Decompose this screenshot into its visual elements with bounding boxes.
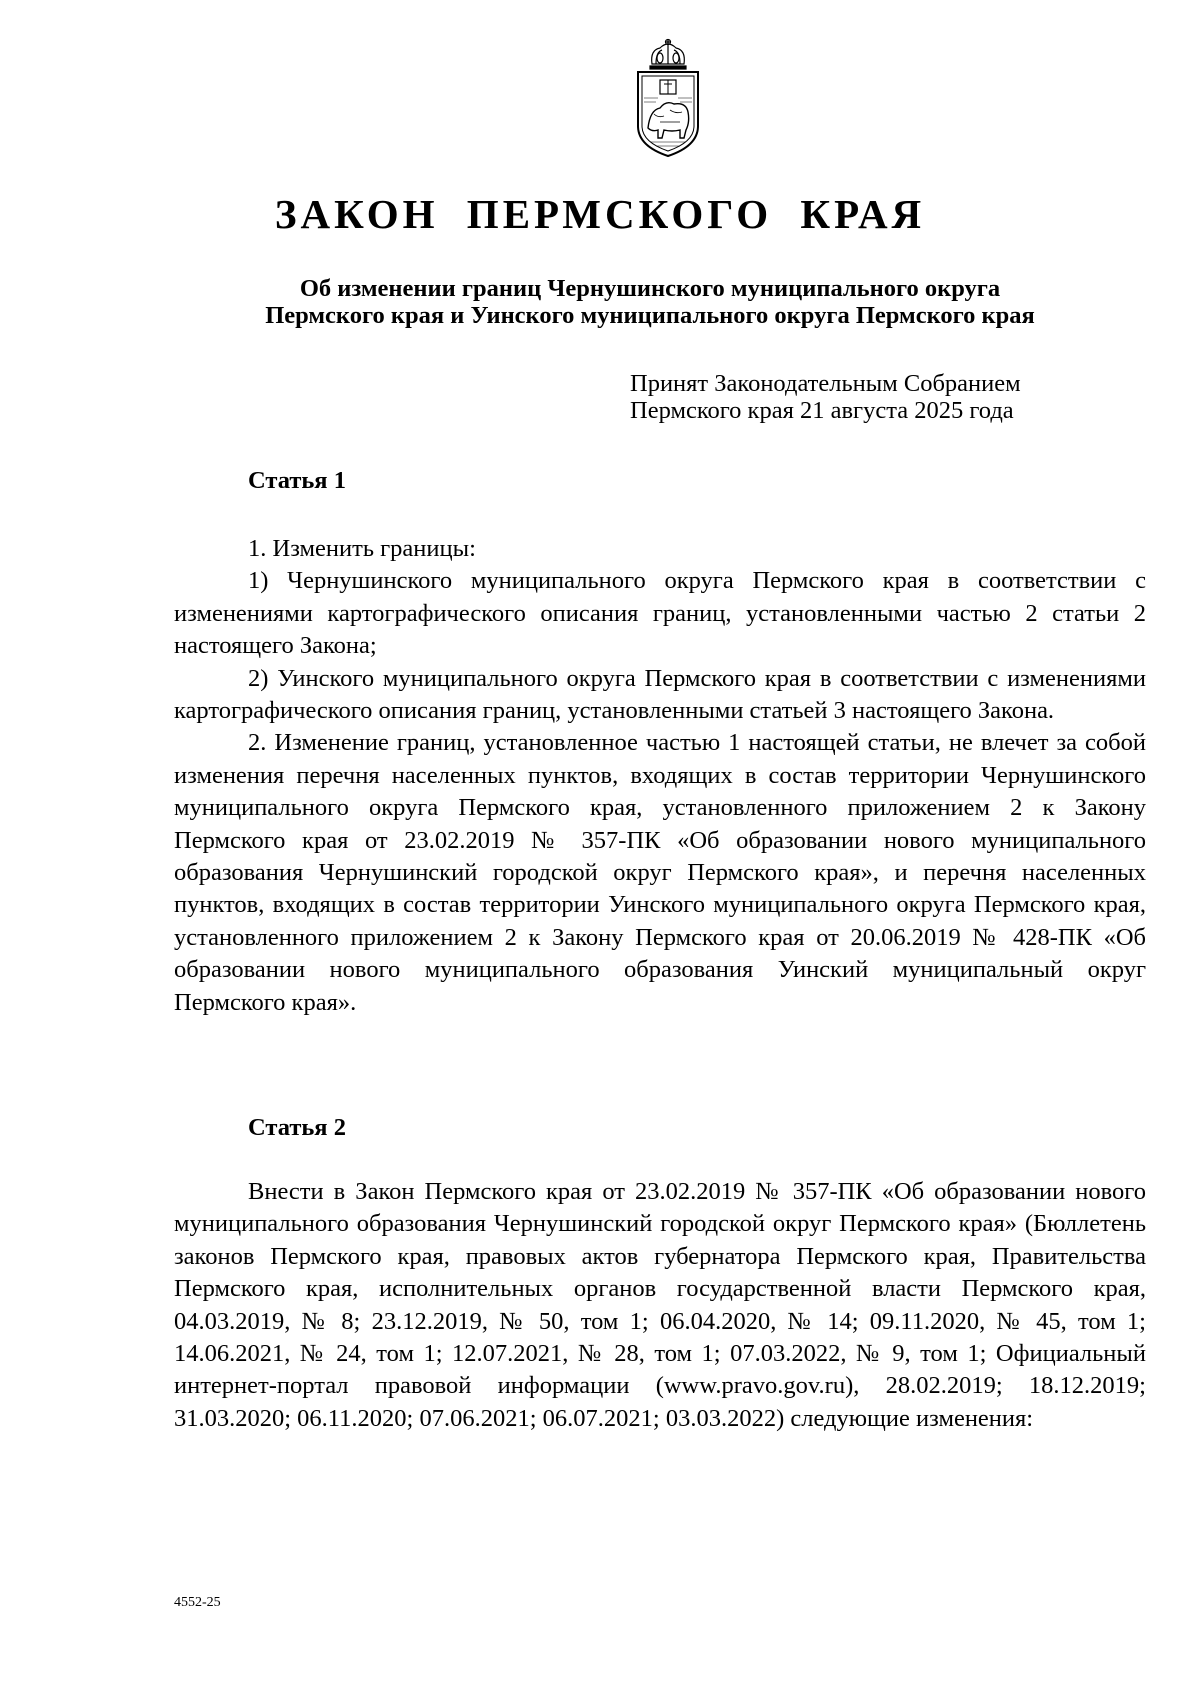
article-paragraph: 2. Изменение границ, установленное частью 1 настоящей статьи, не влечет за собой изменения перечня населенных пунктов, входящих в состав территории Чернушинского муниципального округа Пермского края, установленного приложением 2 к Закону Пермского края от 23.02.2019 № 357-ПК «Об образовании нового муниципального образования Чернушинский городской округ Пермского края», и перечня населенных пунктов, входящих в состав территории Уинского муниципального округа Пермского края, установленного приложением 2 к Закону Пермского края от 20.06.2019 № 428-ПК «Об образовании нового муниципального образования Уинский муниципальный округ Пермского края». [174,729,1146,1016]
article-1-body [174,533,1146,1019]
law-subtitle-line: Пермского края и Уинского муниципального округа Пермского края [265,302,1035,329]
article-paragraph: 1) Чернушинского муниципального округа Пермского края в соответствии с изменениями картографического описания границ, установленными частью 2 статьи 2 настоящего Закона; [174,567,1146,660]
law-subtitle [190,275,1110,329]
law-subtitle-line: Об изменении границ Чернушинского муниципального округа [299,275,1001,302]
article-2-body [174,1176,1146,1435]
adoption-note-line: Принят Законодательным Собранием [630,370,1021,397]
document-type-title: ЗАКОН ПЕРМСКОГО КРАЯ [274,191,926,237]
coat-of-arms-icon [630,38,706,160]
adoption-note [630,370,1110,424]
adoption-note-line: Пермского края 21 августа 2025 года [630,397,1014,424]
article-2-heading: Статья 2 [248,1114,346,1141]
article-paragraph: Внести в Закон Пермского края от 23.02.2019 № 357-ПК «Об образовании нового муниципального образования Чернушинский городской округ Пермского края» (Бюллетень законов Пермского края, правовых актов губернатора Пермского края, Правительства Пермского края, исполнительных органов государственной власти Пермского края, 04.03.2019, № 8; 23.12.2019, № 50, том 1; 06.04.2020, № 14; 09.11.2020, № 45, том 1; 14.06.2021, № 24, том 1; 12.07.2021, № 28, том 1; 07.03.2022, № 9, том 1; Официальный интернет-портал правовой информации (www.pravo.gov.ru), 28.02.2019; 18.12.2019; 31.03.2020; 06.11.2020; 07.06.2021; 06.07.2021; 03.03.2022) следующие изменения: [174,1178,1146,1432]
article-paragraph: 1. Изменить границы: [248,535,476,562]
article-1-heading: Статья 1 [248,467,346,494]
document-registration-code: 4552-25 [174,1595,221,1610]
article-paragraph: 2) Уинского муниципального округа Пермского края в соответствии с изменениями картографического описания границ, установленными статьей 3 настоящего Закона. [174,664,1146,725]
